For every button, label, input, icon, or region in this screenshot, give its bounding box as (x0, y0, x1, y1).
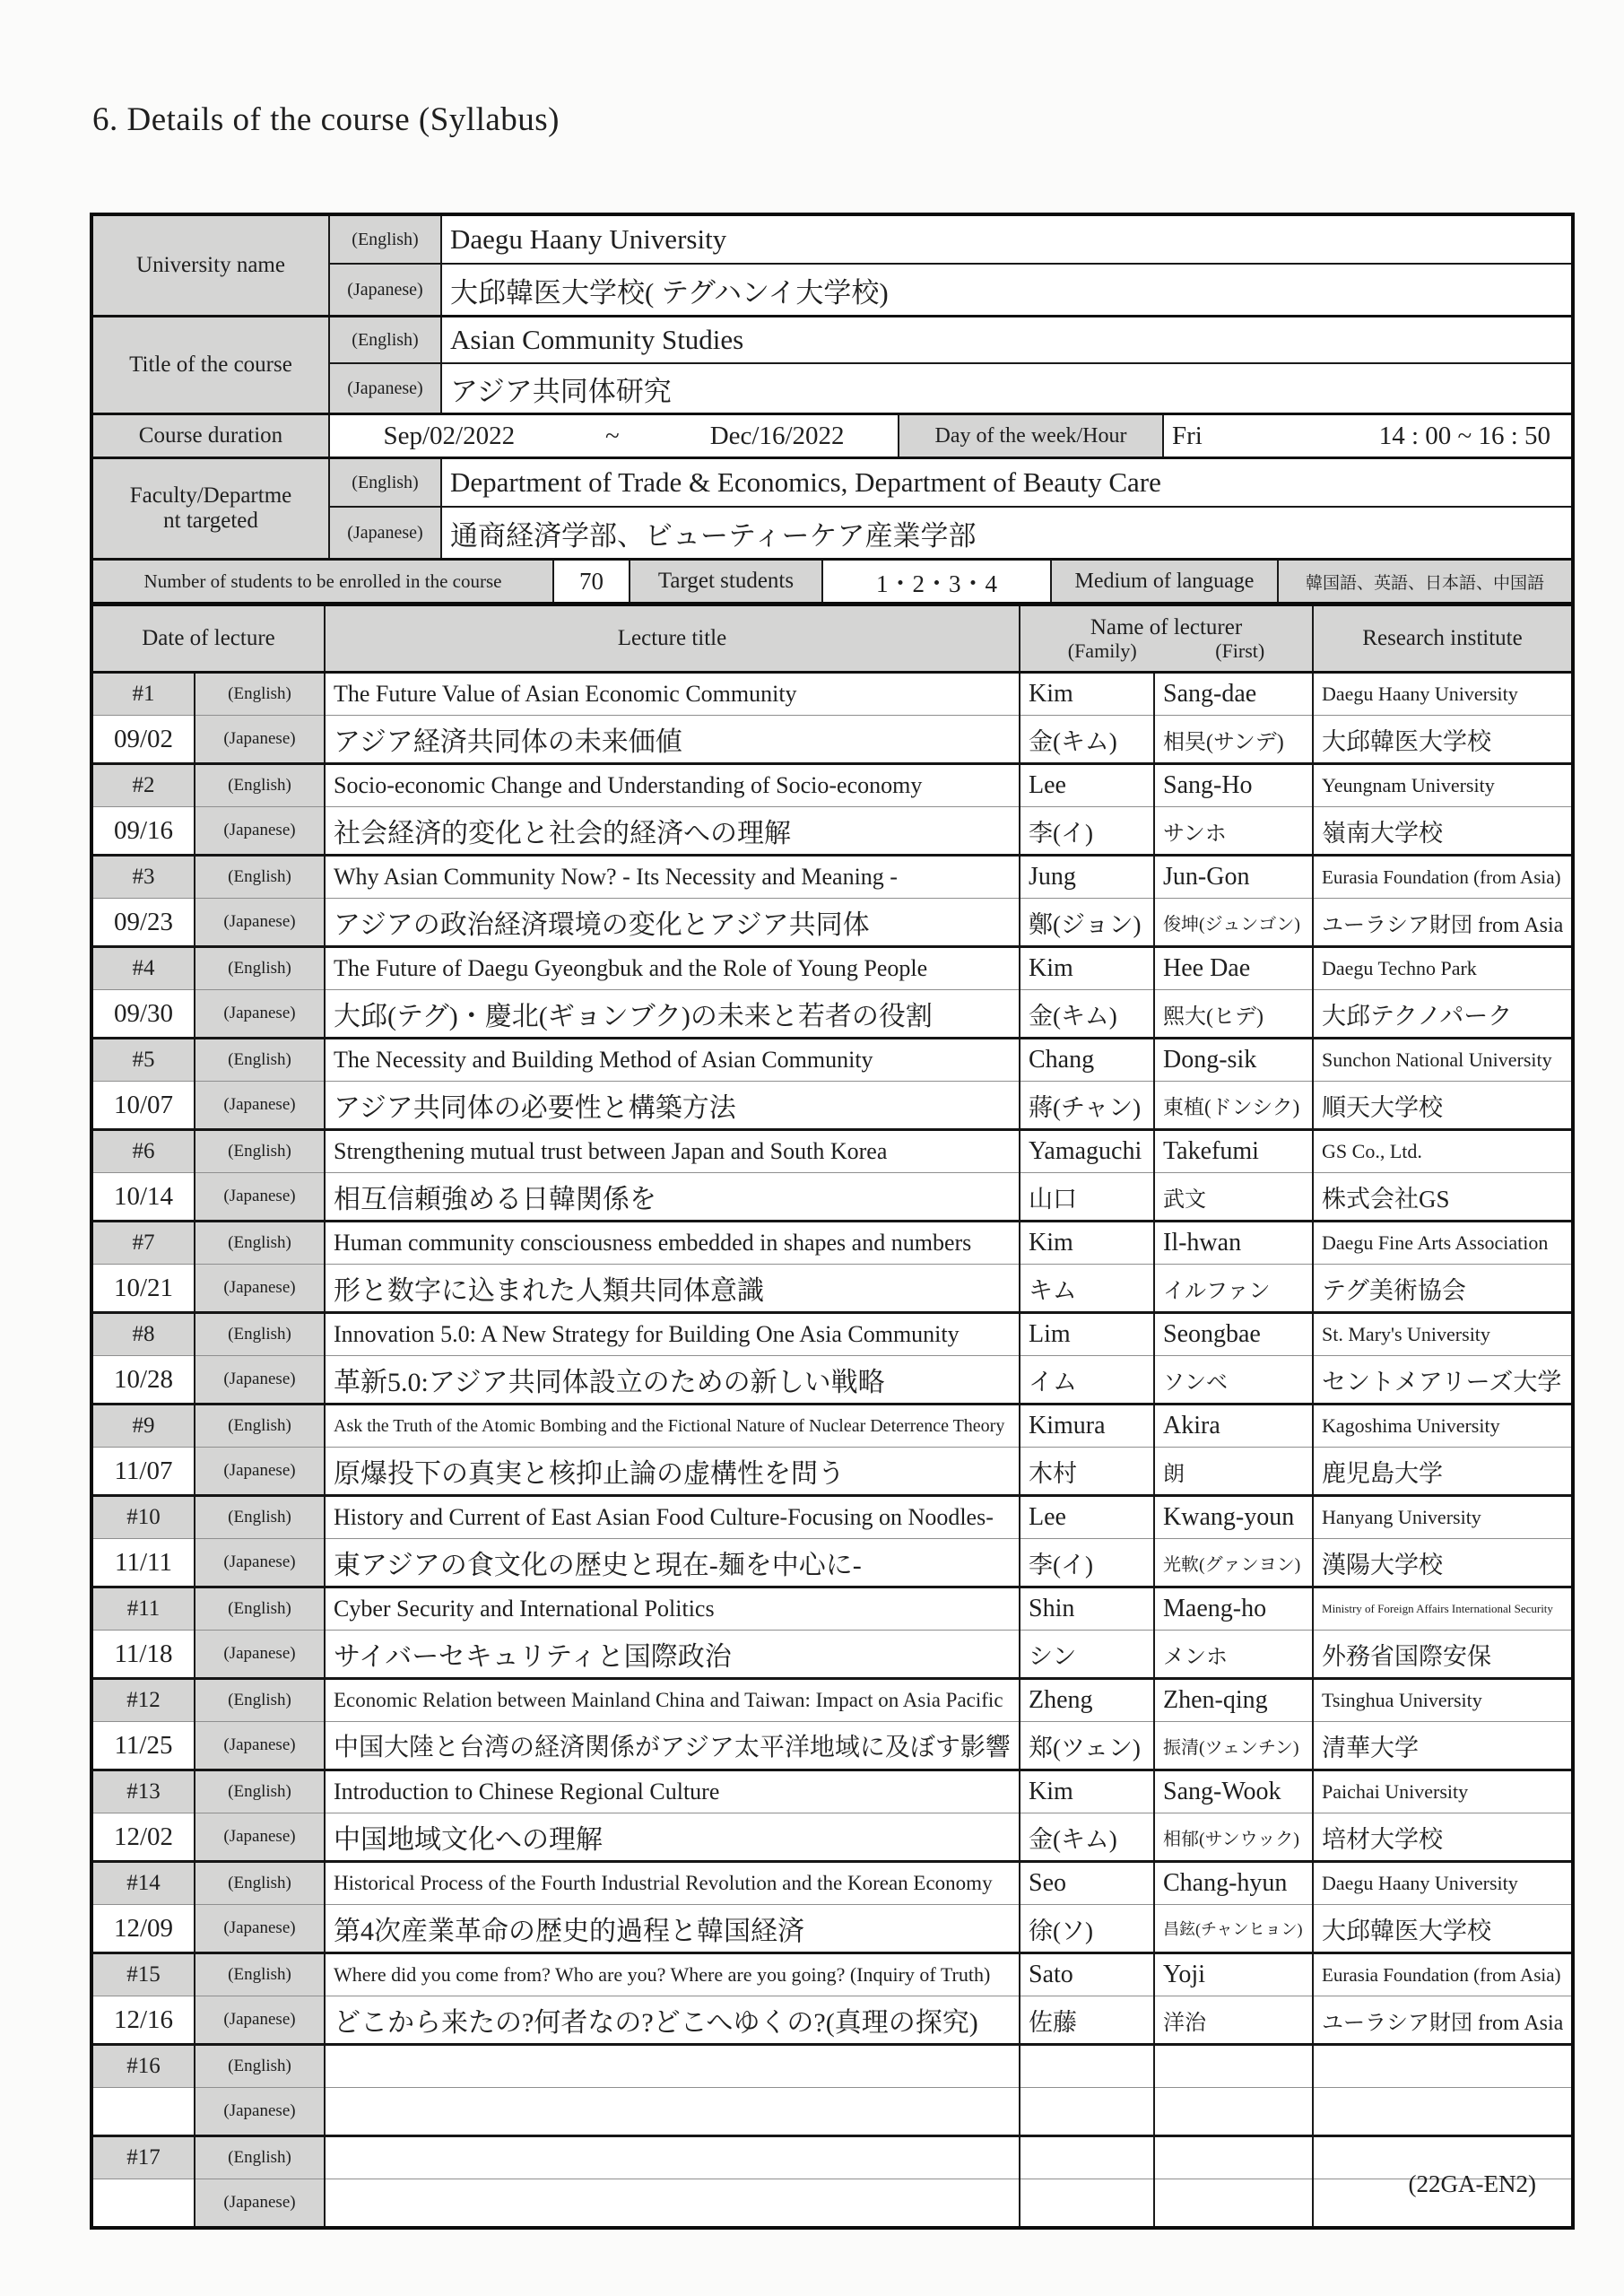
table-row (91, 1130, 1573, 1173)
lecture-date: 09/30 (91, 990, 195, 1039)
lecturer-family-en: Lim (1020, 1313, 1154, 1356)
language-tag-english: (English) (195, 1679, 325, 1722)
lecturer-family-ja: 郑(ツェン) (1020, 1722, 1154, 1770)
table-row (91, 990, 1573, 1039)
lecturer-first-en: Akira (1154, 1405, 1313, 1448)
lecturer-first-en: Takefumi (1154, 1130, 1313, 1173)
lecture-title-en: The Future of Daegu Gyeongbuk and the Role of Young People (325, 947, 1020, 990)
table-row (91, 1173, 1573, 1222)
university-name-label: University name (91, 214, 329, 317)
lecture-title-ja: 中国大陸と台湾の経済関係がアジア太平洋地域に及ぼす影響 (325, 1722, 1020, 1770)
language-tag-english: (English) (329, 317, 441, 364)
medium-language-label: Medium of language (1051, 560, 1278, 604)
research-institute-en: Ministry of Foreign Affairs International Security (1313, 1587, 1573, 1631)
language-tag-japanese: (Japanese) (195, 1173, 325, 1222)
lecturer-family-ja: 李(イ) (1020, 1539, 1154, 1587)
research-institute-ja: テグ美術協会 (1313, 1265, 1573, 1313)
language-tag-japanese: (Japanese) (195, 990, 325, 1039)
lecturer-family-ja: 徐(ソ) (1020, 1905, 1154, 1953)
table-row (91, 317, 1573, 364)
lecture-number: #3 (91, 856, 195, 899)
research-institute-en: Daegu Haany University (1313, 1862, 1573, 1905)
table-row (91, 1996, 1573, 2045)
time-value: 14 : 00 ~ 16 : 50 (1378, 421, 1551, 450)
language-tag-english: (English) (195, 1405, 325, 1448)
lecturer-family-ja (1020, 2088, 1154, 2136)
research-institute-en: Daegu Fine Arts Association (1313, 1222, 1573, 1265)
lecture-title-ja: 相互信頼強める日韓関係を (325, 1173, 1020, 1222)
research-institute-ja: 漢陽大学校 (1313, 1539, 1573, 1587)
lecturer-first-en: Seongbae (1154, 1313, 1313, 1356)
language-tag-japanese: (Japanese) (195, 899, 325, 947)
table-row (91, 1679, 1573, 1722)
day-hour-label: Day of the week/Hour (899, 414, 1163, 458)
table-row (91, 1813, 1573, 1862)
language-tag-japanese: (Japanese) (195, 1448, 325, 1496)
table-row (91, 1862, 1573, 1905)
table-row (91, 1039, 1573, 1082)
lecture-title-ja (325, 2088, 1020, 2136)
course-title-en: Asian Community Studies (441, 317, 1573, 364)
language-tag-english: (English) (195, 856, 325, 899)
table-row (91, 414, 1573, 458)
lecturer-family-ja: 鄭(ジョン) (1020, 899, 1154, 947)
research-institute-ja: 清華大学 (1313, 1722, 1573, 1770)
lecture-date: 12/09 (91, 1905, 195, 1953)
lecturer-family-en: Kimura (1020, 1405, 1154, 1448)
language-tag-japanese: (Japanese) (329, 363, 441, 414)
language-tag-english: (English) (195, 1039, 325, 1082)
table-row (91, 1313, 1573, 1356)
lecturer-first-ja: 昌鉉(チャンヒョン) (1154, 1905, 1313, 1953)
lecture-title-en: Cyber Security and International Politics (325, 1587, 1020, 1631)
lecture-title-ja: 東アジアの食文化の歴史と現在-麺を中心に- (325, 1539, 1020, 1587)
lecture-number: #8 (91, 1313, 195, 1356)
language-tag-english: (English) (195, 673, 325, 716)
table-row (91, 1905, 1573, 1953)
language-tag-english: (English) (195, 1222, 325, 1265)
table-row (91, 1496, 1573, 1539)
table-row (91, 2045, 1573, 2088)
header-date-of-lecture: Date of lecture (91, 604, 325, 673)
research-institute-ja: セントメアリーズ大学 (1313, 1356, 1573, 1405)
lecture-number: #7 (91, 1222, 195, 1265)
lecturer-family-ja: 佐藤 (1020, 1996, 1154, 2045)
lecturer-first-en: Hee Dae (1154, 947, 1313, 990)
language-tag-japanese: (Japanese) (195, 1996, 325, 2045)
language-tag-english: (English) (195, 947, 325, 990)
lecturer-family-ja: 金(キム) (1020, 990, 1154, 1039)
course-info-table (90, 213, 1575, 605)
header-research-institute: Research institute (1313, 604, 1573, 673)
lecture-number: #12 (91, 1679, 195, 1722)
lecturer-family-ja: シン (1020, 1631, 1154, 1679)
research-institute-en: GS Co., Ltd. (1313, 1130, 1573, 1173)
lecture-title-ja: 中国地域文化への理解 (325, 1813, 1020, 1862)
language-tag-english: (English) (329, 214, 441, 264)
research-institute-en (1313, 2045, 1573, 2088)
target-students-label: Target students (630, 560, 822, 604)
language-tag-english: (English) (195, 1496, 325, 1539)
research-institute-en: St. Mary's University (1313, 1313, 1573, 1356)
lecture-title-ja (325, 2179, 1020, 2229)
lecturer-family-en (1020, 2045, 1154, 2088)
lecture-title-ja: アジアの政治経済環境の変化とアジア共同体 (325, 899, 1020, 947)
table-row (91, 2088, 1573, 2136)
lecturer-family-en: Lee (1020, 1496, 1154, 1539)
lecture-number: #13 (91, 1770, 195, 1813)
table-row (91, 1587, 1573, 1631)
lecturer-first-ja (1154, 2179, 1313, 2229)
university-name-en: Daegu Haany University (441, 214, 1573, 264)
research-institute-ja: 大邱韓医大学校 (1313, 716, 1573, 764)
research-institute-en: Daegu Haany University (1313, 673, 1573, 716)
lecture-number: #14 (91, 1862, 195, 1905)
language-tag-japanese: (Japanese) (329, 264, 441, 317)
lecturer-family-ja: 木村 (1020, 1448, 1154, 1496)
lecturer-first-en: Chang-hyun (1154, 1862, 1313, 1905)
table-row (91, 1448, 1573, 1496)
header-family: (Family) (1067, 639, 1137, 663)
lecturer-first-ja: イルファン (1154, 1265, 1313, 1313)
language-tag-japanese: (Japanese) (195, 1631, 325, 1679)
table-row (91, 214, 1573, 264)
course-title-ja: アジア共同体研究 (441, 363, 1573, 414)
duration-end: Dec/16/2022 (709, 421, 845, 450)
language-tag-japanese: (Japanese) (195, 2179, 325, 2229)
lecture-title-en: The Necessity and Building Method of Asian Community (325, 1039, 1020, 1082)
lecturer-first-en: Sang-dae (1154, 673, 1313, 716)
lecture-number: #2 (91, 764, 195, 807)
lecturer-family-en: Seo (1020, 1862, 1154, 1905)
table-row (91, 2136, 1573, 2179)
language-tag-japanese: (Japanese) (329, 507, 441, 560)
lecture-number: #4 (91, 947, 195, 990)
language-tag-english: (English) (195, 1130, 325, 1173)
lecturer-first-ja: 武文 (1154, 1173, 1313, 1222)
lecture-title-en: The Future Value of Asian Economic Community (325, 673, 1020, 716)
lecture-title-en (325, 2136, 1020, 2179)
research-institute-en: Tsinghua University (1313, 1679, 1573, 1722)
lecturer-family-en: Zheng (1020, 1679, 1154, 1722)
lecturer-first-ja (1154, 2088, 1313, 2136)
lecture-date: 11/07 (91, 1448, 195, 1496)
table-row (91, 1631, 1573, 1679)
research-institute-ja: 株式会社GS (1313, 1173, 1573, 1222)
lecture-title-en: Why Asian Community Now? - Its Necessity and Meaning - (325, 856, 1020, 899)
lecturer-family-en: Kim (1020, 947, 1154, 990)
research-institute-ja: ユーラシア財団 from Asia (1313, 1996, 1573, 2045)
lecturer-first-en (1154, 2045, 1313, 2088)
lecture-date: 12/16 (91, 1996, 195, 2045)
lecturer-first-en: Maeng-ho (1154, 1587, 1313, 1631)
language-tag-english: (English) (195, 1953, 325, 1996)
lecturer-family-en: Yamaguchi (1020, 1130, 1154, 1173)
lecturer-first-ja: ソンベ (1154, 1356, 1313, 1405)
language-tag-english: (English) (329, 458, 441, 508)
header-lecture-title: Lecture title (325, 604, 1020, 673)
lecture-date: 11/18 (91, 1631, 195, 1679)
lecture-date: 10/14 (91, 1173, 195, 1222)
table-row (91, 716, 1573, 764)
language-tag-english: (English) (195, 2045, 325, 2088)
lecturer-first-en: Dong-sik (1154, 1039, 1313, 1082)
lecture-date: 10/28 (91, 1356, 195, 1405)
lecturer-family-en: Shin (1020, 1587, 1154, 1631)
lecture-number: #9 (91, 1405, 195, 1448)
lecture-number: #5 (91, 1039, 195, 1082)
course-duration-label: Course duration (91, 414, 329, 458)
course-title-label: Title of the course (91, 317, 329, 414)
lecture-title-ja: 社会経済的変化と社会的経済への理解 (325, 807, 1020, 856)
header-lecturer-text: Name of lecturer (1090, 614, 1243, 639)
language-tag-japanese: (Japanese) (195, 716, 325, 764)
lecture-date: 11/11 (91, 1539, 195, 1587)
research-institute-ja: 外務省国際安保 (1313, 1631, 1573, 1679)
lecture-title-en: Introduction to Chinese Regional Culture (325, 1770, 1020, 1813)
lecturer-first-ja: 東植(ドンシク) (1154, 1082, 1313, 1130)
lecturer-family-ja: 金(キム) (1020, 716, 1154, 764)
research-institute-ja: 順天大学校 (1313, 1082, 1573, 1130)
language-tag-japanese: (Japanese) (195, 1356, 325, 1405)
lecture-title-ja: アジア経済共同体の未来価値 (325, 716, 1020, 764)
lecture-date: 09/02 (91, 716, 195, 764)
language-tag-english: (English) (195, 1770, 325, 1813)
language-tag-english: (English) (195, 1862, 325, 1905)
research-institute-ja: 鹿児島大学 (1313, 1448, 1573, 1496)
lecturer-first-en: Sang-Wook (1154, 1770, 1313, 1813)
lecture-title-ja: どこから来たの?何者なの?どこへゆくの?(真理の探究) (325, 1996, 1020, 2045)
form-code: (22GA-EN2) (1408, 2170, 1536, 2197)
table-row (91, 1539, 1573, 1587)
lecturer-family-en: Kim (1020, 1770, 1154, 1813)
research-institute-en: Hanyang University (1313, 1496, 1573, 1539)
lecturer-family-en: Kim (1020, 1222, 1154, 1265)
table-row (91, 1222, 1573, 1265)
lecture-title-en: Innovation 5.0: A New Strategy for Building One Asia Community (325, 1313, 1020, 1356)
faculty-en: Department of Trade & Economics, Department of Beauty Care (441, 458, 1573, 508)
research-institute-en: Eurasia Foundation (from Asia) (1313, 856, 1573, 899)
duration-start: Sep/02/2022 (383, 421, 516, 450)
medium-language-value: 韓国語、英語、日本語、中国語 (1278, 560, 1573, 604)
lecture-date: 11/25 (91, 1722, 195, 1770)
language-tag-japanese: (Japanese) (195, 1722, 325, 1770)
language-tag-english: (English) (195, 764, 325, 807)
lecture-title-en (325, 2045, 1020, 2088)
header-first: (First) (1215, 639, 1265, 663)
lecture-date: 12/02 (91, 1813, 195, 1862)
lecture-date (91, 2088, 195, 2136)
lecture-title-en: Historical Process of the Fourth Industrial Revolution and the Korean Economy (325, 1862, 1020, 1905)
language-tag-japanese: (Japanese) (195, 2088, 325, 2136)
lecture-number: #6 (91, 1130, 195, 1173)
language-tag-japanese: (Japanese) (195, 1082, 325, 1130)
research-institute-en: Kagoshima University (1313, 1405, 1573, 1448)
lecture-number: #15 (91, 1953, 195, 1996)
faculty-label-line1: Faculty/Departme (129, 483, 292, 508)
lecture-title-en: Socio-economic Change and Understanding of Socio-economy (325, 764, 1020, 807)
lecturer-family-ja (1020, 2179, 1154, 2229)
lecture-title-ja: 原爆投下の真実と核抑止論の虚構性を問う (325, 1448, 1020, 1496)
lecture-date (91, 2179, 195, 2229)
lecturer-family-ja: 李(イ) (1020, 807, 1154, 856)
lecturer-first-en: Yoji (1154, 1953, 1313, 1996)
enrollment-value: 70 (553, 560, 630, 604)
university-name-ja: 大邱韓医大学校( テグハンイ大学校) (441, 264, 1573, 317)
table-row (91, 764, 1573, 807)
lecturer-family-en: Kim (1020, 673, 1154, 716)
lecture-title-ja: サイバーセキュリティと国際政治 (325, 1631, 1020, 1679)
lecture-title-en: History and Current of East Asian Food Culture-Focusing on Noodles- (325, 1496, 1020, 1539)
language-tag-japanese: (Japanese) (195, 807, 325, 856)
lecturer-first-ja: サンホ (1154, 807, 1313, 856)
table-row (91, 1953, 1573, 1996)
lecture-number: #10 (91, 1496, 195, 1539)
header-name-of-lecturer (1020, 604, 1313, 673)
lecture-date: 09/16 (91, 807, 195, 856)
research-institute-ja: 嶺南大学校 (1313, 807, 1573, 856)
lecture-title-en: Economic Relation between Mainland China and Taiwan: Impact on Asia Pacific (325, 1679, 1020, 1722)
lecturer-first-ja: 洋治 (1154, 1996, 1313, 2045)
lecture-date: 09/23 (91, 899, 195, 947)
enrollment-label: Number of students to be enrolled in the course (91, 560, 553, 604)
lecturer-family-ja: 蔣(チャン) (1020, 1082, 1154, 1130)
day-value: Fri (1172, 421, 1203, 450)
target-students-value: 1・2・3・4 (822, 560, 1051, 604)
lecture-title-ja: 大邱(テグ)・慶北(ギョンブク)の未来と若者の役割 (325, 990, 1020, 1039)
research-institute-en: Eurasia Foundation (from Asia) (1313, 1953, 1573, 1996)
research-institute-en: Paichai University (1313, 1770, 1573, 1813)
lecture-date: 10/07 (91, 1082, 195, 1130)
table-row (91, 1265, 1573, 1313)
lecture-title-ja: 第4次産業革命の歴史的過程と韓国経済 (325, 1905, 1020, 1953)
language-tag-japanese: (Japanese) (195, 1539, 325, 1587)
lecturer-first-en: Kwang-youn (1154, 1496, 1313, 1539)
lecture-title-en: Strengthening mutual trust between Japan and South Korea (325, 1130, 1020, 1173)
lecturer-first-ja: 熙大(ヒデ) (1154, 990, 1313, 1039)
table-row (91, 560, 1573, 604)
research-institute-en: Sunchon National University (1313, 1039, 1573, 1082)
table-row (91, 1722, 1573, 1770)
duration-tilde: ~ (605, 421, 620, 450)
table-header-row (91, 604, 1573, 673)
lecturer-family-en: Jung (1020, 856, 1154, 899)
course-duration-value (329, 414, 899, 458)
lecturer-first-en: Sang-Ho (1154, 764, 1313, 807)
research-institute-ja: 大邱テクノパーク (1313, 990, 1573, 1039)
lecture-title-ja: 革新5.0:アジア共同体設立のための新しい戦略 (325, 1356, 1020, 1405)
research-institute-ja: 大邱韓医大学校 (1313, 1905, 1573, 1953)
table-row (91, 899, 1573, 947)
table-row (91, 1356, 1573, 1405)
lecture-title-ja: 形と数字に込まれた人類共同体意識 (325, 1265, 1020, 1313)
lecturer-first-ja: 朗 (1154, 1448, 1313, 1496)
table-row (91, 807, 1573, 856)
lecturer-first-en (1154, 2136, 1313, 2179)
table-row (91, 673, 1573, 716)
language-tag-japanese: (Japanese) (195, 1813, 325, 1862)
faculty-label-line2: nt targeted (163, 509, 258, 533)
lecturer-family-en: Sato (1020, 1953, 1154, 1996)
table-row (91, 856, 1573, 899)
lecturer-family-en (1020, 2136, 1154, 2179)
language-tag-english: (English) (195, 2136, 325, 2179)
lecturer-first-ja: 俊坤(ジュンゴン) (1154, 899, 1313, 947)
language-tag-japanese: (Japanese) (195, 1265, 325, 1313)
lecturer-first-ja: 相旲(サンデ) (1154, 716, 1313, 764)
lecturer-family-ja: 金(キム) (1020, 1813, 1154, 1862)
lecturer-family-ja: イム (1020, 1356, 1154, 1405)
table-row (91, 1082, 1573, 1130)
lecturer-first-en: Jun-Gon (1154, 856, 1313, 899)
table-row (91, 2179, 1573, 2229)
lecture-number: #16 (91, 2045, 195, 2088)
language-tag-japanese: (Japanese) (195, 1905, 325, 1953)
lecture-number: #17 (91, 2136, 195, 2179)
faculty-ja: 通商経済学部、ビューティーケア産業学部 (441, 507, 1573, 560)
lecture-date: 10/21 (91, 1265, 195, 1313)
lecturer-first-ja: 振清(ツェンチン) (1154, 1722, 1313, 1770)
table-row (91, 1770, 1573, 1813)
lecturer-first-en: Il-hwan (1154, 1222, 1313, 1265)
page-title: 6. Details of the course (Syllabus) (92, 101, 560, 138)
language-tag-english: (English) (195, 1587, 325, 1631)
lecturer-family-en: Chang (1020, 1039, 1154, 1082)
lecturer-first-en: Zhen-qing (1154, 1679, 1313, 1722)
lecture-title-ja: アジア共同体の必要性と構築方法 (325, 1082, 1020, 1130)
research-institute-ja: 培材大学校 (1313, 1813, 1573, 1862)
lecturer-first-ja: メンホ (1154, 1631, 1313, 1679)
lecturer-family-en: Lee (1020, 764, 1154, 807)
language-tag-english: (English) (195, 1313, 325, 1356)
research-institute-ja: ユーラシア財団 from Asia (1313, 899, 1573, 947)
lecturer-first-ja: 相郁(サンウック) (1154, 1813, 1313, 1862)
lecture-title-en: Human community consciousness embedded in shapes and numbers (325, 1222, 1020, 1265)
table-row (91, 1405, 1573, 1448)
research-institute-ja (1313, 2088, 1573, 2136)
lecture-schedule-table (90, 603, 1575, 2230)
lecturer-family-ja: 山口 (1020, 1173, 1154, 1222)
faculty-label (91, 458, 329, 560)
table-row (91, 947, 1573, 990)
lecture-number: #1 (91, 673, 195, 716)
research-institute-en: Yeungnam University (1313, 764, 1573, 807)
lecturer-first-ja: 光軟(グァンヨン) (1154, 1539, 1313, 1587)
lecture-title-en: Where did you come from? Who are you? Where are you going? (Inquiry of Truth) (325, 1953, 1020, 1996)
table-row (91, 458, 1573, 508)
lecturer-family-ja: キム (1020, 1265, 1154, 1313)
research-institute-en: Daegu Techno Park (1313, 947, 1573, 990)
lecture-number: #11 (91, 1587, 195, 1631)
lecture-title-en: Ask the Truth of the Atomic Bombing and the Fictional Nature of Nuclear Deterrence Theory (325, 1405, 1020, 1448)
day-hour-value (1163, 414, 1573, 458)
